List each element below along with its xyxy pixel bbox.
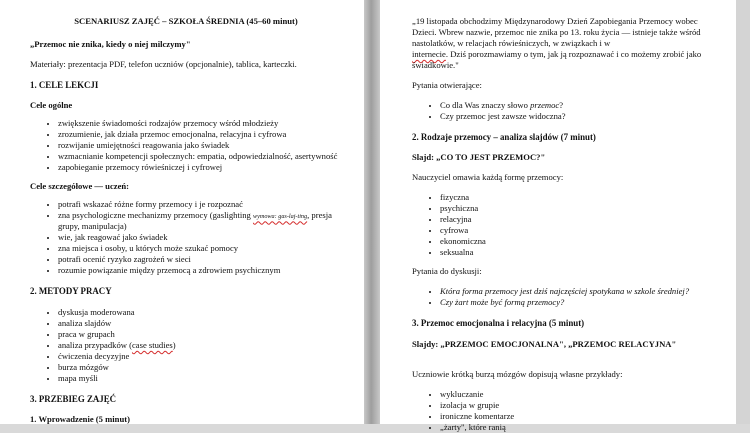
specific-goals-list: [30, 199, 342, 276]
intro-quote: [412, 16, 714, 71]
list-item: • wie, jak reagować jako świadek: [58, 232, 342, 243]
gaslighting-text: zna psychologiczne mechanizmy przemocy (gaslighting: [58, 210, 251, 221]
misspelled-word: internecie: [412, 49, 446, 59]
left-page: [0, 0, 364, 424]
violence-forms-list: [412, 192, 714, 258]
section-lesson-flow: 3. PRZEBIEG ZAJĘĆ: [30, 393, 117, 404]
question-text: Co dla Was znaczy słowo: [440, 100, 531, 110]
page-gutter: [364, 0, 380, 424]
slides-title: Slajdy: „PRZEMOC EMOCJONALNA", „PRZEMOC RELACYJNA": [412, 338, 677, 349]
case-analysis-text: analiza przypadków (: [58, 339, 132, 350]
list-item: [440, 100, 714, 111]
lesson-subtitle: „Przemoc nie znika, kiedy o niej milczymy": [30, 39, 191, 49]
document-title: SCENARIUSZ ZAJĘĆ – SZKOŁA ŚREDNIA (45–60 minut): [74, 16, 298, 26]
list-item: • rozwijanie umiejętności reagowania jako świadek: [58, 140, 342, 151]
list-item: [58, 210, 342, 232]
case-studies-term: case studies: [131, 339, 173, 350]
list-item: • seksualna: [440, 247, 714, 258]
list-item: • fizyczna: [440, 192, 714, 203]
right-page: [380, 0, 736, 432]
general-goals-heading: Cele ogólne: [30, 100, 73, 111]
list-item: • Czy przemoc jest zawsze widoczna?: [440, 111, 714, 122]
list-item: • relacyjna: [440, 214, 714, 225]
list-item: • ekonomiczna: [440, 236, 714, 247]
question-emphasis: przemoc: [530, 100, 560, 110]
section-work-methods: 2. METODY PRACY: [30, 286, 112, 297]
list-item: • dyskusja moderowana: [58, 307, 342, 318]
discussion-questions-list: [412, 286, 714, 308]
list-item: • zrozumienie, jak działa przemoc emocjonalna, relacyjna i cyfrowa: [58, 129, 342, 140]
list-item: • potrafi wskazać różne formy przemocy i je rozpoznać: [58, 199, 342, 210]
section-lesson-goals: 1. CELE LEKCJI: [30, 80, 99, 90]
list-item: • ćwiczenia decyzyjne: [58, 351, 342, 362]
right-margin: [736, 0, 750, 424]
list-item: • Która forma przemocy jest dziś najczęściej spotykana w szkole średniej?: [440, 286, 714, 297]
list-item: • izolacja w grupie: [440, 400, 714, 411]
list-item: • cyfrowa: [440, 225, 714, 236]
list-item: • wykluczanie: [440, 389, 714, 400]
list-item: • burza mózgów: [58, 362, 342, 373]
list-item: • zwiększenie świadomości rodzajów przemocy wśród młodzieży: [58, 118, 342, 129]
discussion-label: Pytania do dyskusji:: [412, 266, 482, 277]
list-item: • zapobieganie przemocy rówieśniczej i cyfrowej: [58, 162, 342, 173]
list-item: • analiza slajdów: [58, 318, 342, 329]
opening-questions-list: [412, 100, 714, 122]
list-item: • rozumie powiązanie między przemocą a zdrowiem psychicznym: [58, 265, 342, 276]
list-item: [58, 340, 342, 351]
gaslighting-continuation: , presja grupy, manipulacja): [58, 210, 332, 232]
slide-title: Slajd: „CO TO JEST PRZEMOC?": [412, 152, 546, 163]
brainstorm-instruction: Uczniowie krótką burzą mózgów dopisują własne przykłady:: [412, 368, 623, 379]
intro-heading: 1. Wprowadzenie (5 minut): [30, 414, 130, 425]
quote-text: „19 listopada obchodzimy Międzynarodowy Dzień Zapobiegania Przemocy wobec Dzieci. Wbrew nazwie, przemoc nie znika po 13. roku życia — istnieje także wśród nastolatków, w relacjach rówieśniczych, w związkach i w: [412, 16, 701, 48]
teacher-instruction: Nauczyciel omawia każdą formę przemocy:: [412, 172, 564, 183]
methods-list: [30, 307, 342, 384]
section-violence-types: 2. Rodzaje przemocy – analiza slajdów (7 minut): [412, 132, 596, 142]
materials-line: Materiały: prezentacja PDF, telefon uczniów (opcjonalnie), tablica, karteczki.: [30, 59, 297, 69]
specific-goals-heading: Cele szczegółowe — uczeń:: [30, 181, 130, 192]
opening-questions-label: Pytania otwierające:: [412, 80, 482, 90]
list-item: • potrafi ocenić ryzyko zagrożeń w sieci: [58, 254, 342, 265]
list-item: • psychiczna: [440, 203, 714, 214]
case-close: ): [172, 339, 176, 350]
question-end: ?: [559, 100, 564, 110]
list-item: • praca w grupach: [58, 329, 342, 340]
quote-text-end: . Dziś porozmawiamy o tym, jak ją rozpoznawać i co możemy zrobić jako świadkowie.": [412, 49, 702, 70]
list-item: • zna miejsca i osoby, u których może szukać pomocy: [58, 243, 342, 254]
examples-list: [412, 389, 714, 433]
list-item: • wzmacnianie kompetencji społecznych: empatia, odpowiedzialność, asertywność: [58, 151, 342, 162]
pronunciation-note: wymowa: gas-laj-ting: [252, 213, 308, 221]
list-item: • mapa myśli: [58, 373, 342, 384]
general-goals-list: [30, 118, 342, 173]
list-item: • Czy żart może być formą przemocy?: [440, 297, 714, 308]
section-emotional-violence: 3. Przemoc emocjonalna i relacyjna (5 minut): [412, 318, 585, 329]
list-item: • ironiczne komentarze: [440, 411, 714, 422]
list-item: • „żarty", które ranią: [440, 422, 714, 433]
